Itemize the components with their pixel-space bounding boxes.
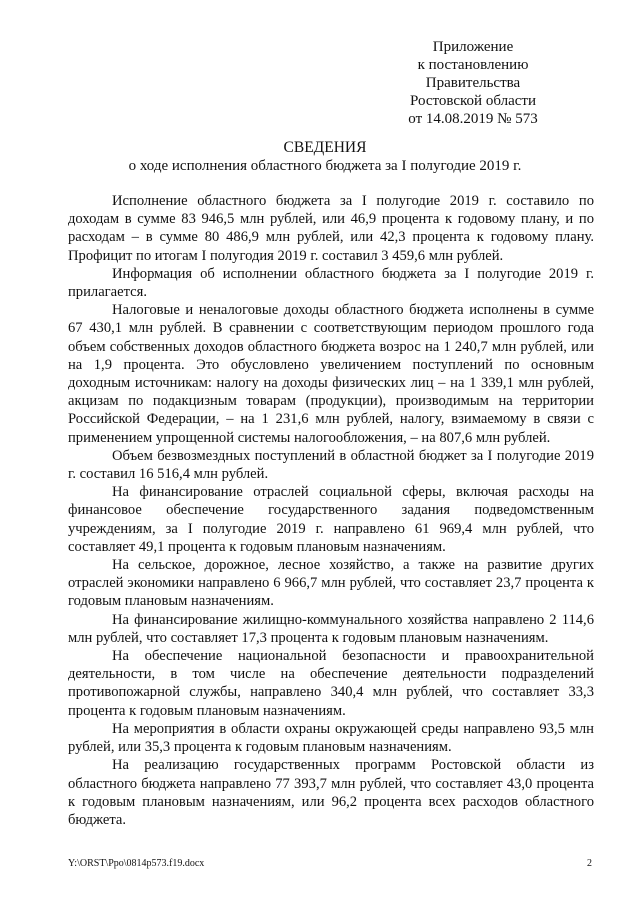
paragraph: На реализацию государственных программ Ростовской области из областного бюджета направлено 77 393,7 млн рублей, что составляет 43,0 процента к годовым плановым назначениям, или 96,2 процента всех расходов областного бюджета. <box>68 757 594 828</box>
paragraph: Налоговые и неналоговые доходы областного бюджета исполнены в сумме 67 430,1 млн рублей. В сравнении с соответствующим периодом прошлого года объем собственных доходов областного бюджета возрос на 1 240,7 млн рублей, или на 1,9 процента. Это обусловлено увеличением поступлений по основным доходным источникам: налогу на доходы физических лиц – на 1 339,1 млн рублей, акцизам по подакцизным товарам (продукции), производимым на территории Российской Федерации, – на 1 231,6 млн рублей, налогу, взимаемому в связи с применением упрощенной системы налогообложения, – на 807,6 млн рублей. <box>68 302 594 446</box>
paragraph: На сельское, дорожное, лесное хозяйство, а также на развитие других отраслей экономики направлено 6 966,7 млн рублей, что составляет 23,7 процента к годовым плановым назначениям. <box>68 557 594 610</box>
page-footer <box>68 858 592 870</box>
appendix-line: Правительства <box>425 75 521 91</box>
document-subtitle: о ходе исполнения областного бюджета за I полугодие 2019 г. <box>128 158 522 174</box>
paragraph: На мероприятия в области охраны окружающей среды направлено 93,5 млн рублей, или 35,3 процента к годовым плановым назначениям. <box>68 720 594 756</box>
paragraph: На обеспечение национальной безопасности и правоохранительной деятельности, в том числе на обеспечение деятельности подразделений противопожарной службы, направлено 340,4 млн рублей, что составляет 33,3 процента к годовым плановым назначениям. <box>68 648 594 719</box>
paragraph: На финансирование отраслей социальной сферы, включая расходы на финансовое обеспечение государственного задания подведомственным учреждениям, за I полугодие 2019 г. направлено 61 969,4 млн рублей, что составляет 49,1 процента к годовым плановым назначениям. <box>68 484 594 555</box>
document-heading <box>60 138 590 176</box>
paragraph: На финансирование жилищно-коммунального хозяйства направлено 2 114,6 млн рублей, что составляет 17,3 процента к годовым плановым назначениям. <box>68 611 594 646</box>
appendix-line: Приложение <box>432 39 514 55</box>
paragraph: Информация об исполнении областного бюджета за I полугодие 2019 г. прилагается. <box>68 265 594 301</box>
paragraph: Объем безвозмездных поступлений в областной бюджет за I полугодие 2019 г. составил 16 516,4 млн рублей. <box>68 447 594 483</box>
appendix-line: к постановлению <box>417 57 529 73</box>
appendix-line: Ростовской области <box>410 93 536 109</box>
document-title: СВЕДЕНИЯ <box>283 139 367 156</box>
body-text <box>68 192 594 829</box>
footer-file-path: Y:\ORST\Ppo\0814p573.f19.docx <box>68 858 205 869</box>
paragraph: Исполнение областного бюджета за I полугодие 2019 г. составило по доходам в сумме 83 946,5 млн рублей, или 46,9 процента к годовому плану, и по расходам – в сумме 80 486,9 млн рублей, или 42,3 процента к годовому плану. Профицит по итогам I полугодия 2019 г. составил 3 459,6 млн рублей. <box>68 193 594 264</box>
appendix-block <box>378 38 568 128</box>
page-number: 2 <box>587 858 592 869</box>
appendix-line: от 14.08.2019 № 573 <box>408 111 538 127</box>
